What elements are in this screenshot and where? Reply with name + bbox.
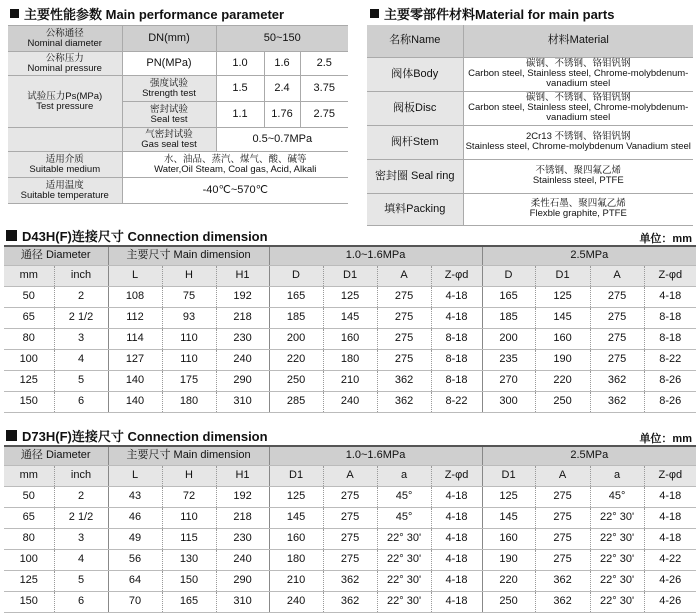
d73-cell: 45° — [377, 507, 431, 528]
d43-table-row — [4, 328, 696, 349]
d43-title: D43H(F)连接尺寸 Connection dimension — [22, 229, 268, 244]
d43-cell: 50 — [4, 286, 54, 307]
d73-sub-header: H1 — [216, 465, 269, 486]
performance-table — [8, 25, 348, 204]
press-label: 公称压力 Nominal pressure — [8, 52, 122, 76]
d43-unit: 单位：mm — [639, 233, 692, 245]
d73-cell: 275 — [323, 507, 377, 528]
d73-cell: 4-26 — [644, 591, 696, 612]
d43-cell: 4-18 — [644, 286, 696, 307]
d43-cell: 112 — [108, 307, 162, 328]
part-material-disc: 碳钢、不锈钢、铬钼钒钢 Carbon steel, Stainless steel, Chrome-molybdenum-vanadium steel — [463, 91, 693, 125]
d43-cell: 4-18 — [431, 307, 482, 328]
part-name-body: 阀体Body — [367, 57, 463, 91]
d73-table-body — [4, 486, 696, 612]
medium-value: 水、油品、蒸汽、煤气、酸、碱等 Water,Oil Steam, Coal gas, Acid, Alkali — [122, 152, 348, 178]
d43-cell: 300 — [482, 391, 535, 412]
d73-cell: 22° 30' — [377, 570, 431, 591]
d73-cell: 110 — [162, 507, 216, 528]
d73-cell: 210 — [269, 570, 323, 591]
d43-dimension-table — [4, 245, 696, 413]
d73-cell: 275 — [323, 528, 377, 549]
part-name-disc: 阀板Disc — [367, 91, 463, 125]
d73-sub-header: D1 — [269, 465, 323, 486]
d43-cell: 362 — [377, 391, 431, 412]
seal-value-3: 2.75 — [300, 102, 348, 128]
d43-header-diameter: 通径 Diameter — [4, 246, 108, 265]
d43-cell: 150 — [4, 391, 54, 412]
d73-cell: 362 — [535, 591, 590, 612]
d73-sub-header: H — [162, 465, 216, 486]
d73-cell: 6 — [54, 591, 108, 612]
d43-cell: 127 — [108, 349, 162, 370]
d43-cell: 185 — [482, 307, 535, 328]
d73-cell: 46 — [108, 507, 162, 528]
dia-value: 50~150 — [216, 26, 348, 52]
d73-cell: 72 — [162, 486, 216, 507]
d43-cell: 8-26 — [644, 370, 696, 391]
d73-cell: 310 — [216, 591, 269, 612]
d73-cell: 4-26 — [644, 570, 696, 591]
gas-value: 0.5~0.7MPa — [216, 128, 348, 152]
d43-cell: 160 — [323, 328, 377, 349]
d73-cell: 49 — [108, 528, 162, 549]
d43-cell: 65 — [4, 307, 54, 328]
d73-cell: 80 — [4, 528, 54, 549]
d73-cell: 3 — [54, 528, 108, 549]
d43-cell: 275 — [590, 349, 644, 370]
d73-cell: 70 — [108, 591, 162, 612]
square-bullet-icon — [6, 430, 17, 441]
d43-cell: 235 — [482, 349, 535, 370]
d43-cell: 362 — [590, 391, 644, 412]
d73-cell: 125 — [269, 486, 323, 507]
d73-cell: 218 — [216, 507, 269, 528]
d43-cell: 108 — [108, 286, 162, 307]
d73-cell: 275 — [535, 549, 590, 570]
d73-sub-header: Z-φd — [644, 465, 696, 486]
d73-cell: 150 — [4, 591, 54, 612]
d73-table-row — [4, 486, 696, 507]
d73-cell: 4-18 — [431, 486, 482, 507]
d73-cell: 275 — [535, 486, 590, 507]
d43-cell: 110 — [162, 349, 216, 370]
d43-cell: 8-18 — [431, 349, 482, 370]
d73-cell: 240 — [269, 591, 323, 612]
part-name-stem: 阀杆Stem — [367, 125, 463, 159]
d73-cell: 160 — [269, 528, 323, 549]
press-unit: PN(MPa) — [122, 52, 216, 76]
d43-header-main: 主要尺寸 Main dimension — [108, 246, 269, 265]
d73-cell: 115 — [162, 528, 216, 549]
part-material-body: 碳钢、不锈钢、铬钼钒钢 Carbon steel, Stainless steel, Chrome-molybdenum-vanadium steel — [463, 57, 693, 91]
d73-table-row — [4, 549, 696, 570]
d43-cell: 218 — [216, 307, 269, 328]
d73-cell: 220 — [482, 570, 535, 591]
d73-cell: 43 — [108, 486, 162, 507]
d43-cell: 200 — [482, 328, 535, 349]
d73-header-pressure-1: 1.0~1.6MPa — [269, 446, 482, 465]
test-label: 试验压力Ps(MPa) Test pressure — [8, 76, 122, 128]
d73-sub-header: inch — [54, 465, 108, 486]
d43-cell: 275 — [590, 328, 644, 349]
d73-cell: 2 1/2 — [54, 507, 108, 528]
d73-header-pressure-2: 2.5MPa — [482, 446, 696, 465]
d73-cell: 250 — [482, 591, 535, 612]
d73-cell: 2 — [54, 486, 108, 507]
d73-cell: 4 — [54, 549, 108, 570]
d43-cell: 220 — [535, 370, 590, 391]
d73-cell: 5 — [54, 570, 108, 591]
d43-cell: 220 — [269, 349, 323, 370]
d73-cell: 4-18 — [431, 570, 482, 591]
dia-label: 公称通径 Nominal diameter — [8, 26, 122, 52]
seal-label: 密封试验 Seal test — [122, 102, 216, 128]
d73-dimension-table — [4, 445, 696, 613]
d43-cell: 165 — [482, 286, 535, 307]
d43-sub-header: A — [590, 265, 644, 286]
d73-sub-header: Z-φd — [431, 465, 482, 486]
d43-cell: 180 — [323, 349, 377, 370]
perf-title-row — [10, 4, 284, 23]
d73-cell: 145 — [482, 507, 535, 528]
d43-cell: 190 — [535, 349, 590, 370]
d43-header-pressure-2: 2.5MPa — [482, 246, 696, 265]
d43-cell: 4-18 — [431, 286, 482, 307]
d73-cell: 275 — [323, 486, 377, 507]
d43-cell: 8-22 — [431, 391, 482, 412]
d43-cell: 275 — [377, 349, 431, 370]
d43-header-pressure-1: 1.0~1.6MPa — [269, 246, 482, 265]
d73-cell: 22° 30' — [377, 591, 431, 612]
square-bullet-icon — [6, 230, 17, 241]
d73-cell: 125 — [4, 570, 54, 591]
d73-cell: 192 — [216, 486, 269, 507]
d43-table-row — [4, 391, 696, 412]
d73-cell: 130 — [162, 549, 216, 570]
d43-sub-header: L — [108, 265, 162, 286]
square-bullet-icon — [10, 9, 19, 18]
part-name-packing: 填料Packing — [367, 193, 463, 225]
part-material-packing: 柔性石墨、聚四氟乙烯 Flexble graphite, PTFE — [463, 193, 693, 225]
d73-cell: 4-18 — [431, 507, 482, 528]
d73-title-row — [6, 426, 268, 445]
d43-cell: 75 — [162, 286, 216, 307]
d73-cell: 4-18 — [644, 486, 696, 507]
d73-cell: 190 — [482, 549, 535, 570]
d43-cell: 275 — [377, 328, 431, 349]
d73-header-diameter: 通径 Diameter — [4, 446, 108, 465]
d43-title-row — [6, 226, 268, 245]
parts-title-row — [370, 4, 614, 23]
d43-cell: 100 — [4, 349, 54, 370]
d43-sub-header: inch — [54, 265, 108, 286]
d43-cell: 250 — [269, 370, 323, 391]
d43-cell: 240 — [216, 349, 269, 370]
d73-cell: 125 — [482, 486, 535, 507]
d73-cell: 56 — [108, 549, 162, 570]
d73-cell: 275 — [535, 507, 590, 528]
d73-sub-header: A — [535, 465, 590, 486]
parts-header-name: 名称Name — [367, 25, 463, 57]
d73-cell: 22° 30' — [590, 549, 644, 570]
d43-cell: 93 — [162, 307, 216, 328]
d73-header-main: 主要尺寸 Main dimension — [108, 446, 269, 465]
d43-table-body — [4, 286, 696, 412]
d73-cell: 160 — [482, 528, 535, 549]
d43-cell: 8-26 — [644, 391, 696, 412]
d43-sub-header: D1 — [535, 265, 590, 286]
d43-table-row — [4, 349, 696, 370]
strength-label: 强度试验 Strength test — [122, 76, 216, 102]
d43-table-row — [4, 286, 696, 307]
d43-cell: 165 — [269, 286, 323, 307]
d43-sub-header: Z-φd — [431, 265, 482, 286]
d43-cell: 8-18 — [431, 370, 482, 391]
d43-cell: 200 — [269, 328, 323, 349]
d43-cell: 6 — [54, 391, 108, 412]
d43-cell: 8-18 — [644, 328, 696, 349]
d43-sub-header: mm — [4, 265, 54, 286]
d73-cell: 22° 30' — [590, 570, 644, 591]
strength-value-3: 3.75 — [300, 76, 348, 102]
d73-table-row — [4, 528, 696, 549]
d73-cell: 22° 30' — [590, 591, 644, 612]
d43-cell: 285 — [269, 391, 323, 412]
d43-cell: 362 — [590, 370, 644, 391]
d43-cell: 125 — [4, 370, 54, 391]
d43-cell: 5 — [54, 370, 108, 391]
d43-cell: 275 — [377, 286, 431, 307]
d73-cell: 45° — [590, 486, 644, 507]
d43-cell: 240 — [323, 391, 377, 412]
d73-title: D73H(F)连接尺寸 Connection dimension — [22, 429, 268, 444]
strength-value-2: 2.4 — [264, 76, 300, 102]
d73-cell: 4-18 — [644, 507, 696, 528]
d43-cell: 270 — [482, 370, 535, 391]
press-value-3: 2.5 — [300, 52, 348, 76]
d43-cell: 80 — [4, 328, 54, 349]
d43-cell: 275 — [377, 307, 431, 328]
d43-cell: 230 — [216, 328, 269, 349]
press-value-2: 1.6 — [264, 52, 300, 76]
d73-cell: 145 — [269, 507, 323, 528]
perf-title: 主要性能参数 Main performance parameter — [24, 7, 285, 22]
d73-sub-header: L — [108, 465, 162, 486]
d43-cell: 275 — [590, 307, 644, 328]
d43-cell: 110 — [162, 328, 216, 349]
d43-cell: 114 — [108, 328, 162, 349]
d73-table-row — [4, 591, 696, 612]
temp-label: 适用温度 Suitable temperature — [8, 178, 122, 204]
d73-table-row — [4, 570, 696, 591]
d43-cell: 185 — [269, 307, 323, 328]
part-material-seal-ring: 不锈钢、聚四氟乙烯 Stainless steel, PTFE — [463, 159, 693, 193]
square-bullet-icon — [370, 9, 379, 18]
d73-cell: 362 — [323, 570, 377, 591]
d43-cell: 4 — [54, 349, 108, 370]
medium-label: 适用介质 Suitable medium — [8, 152, 122, 178]
d43-cell: 310 — [216, 391, 269, 412]
d43-cell: 250 — [535, 391, 590, 412]
d73-cell: 22° 30' — [377, 549, 431, 570]
d43-sub-header: D — [269, 265, 323, 286]
d43-cell: 8-18 — [644, 307, 696, 328]
d43-cell: 175 — [162, 370, 216, 391]
d73-cell: 165 — [162, 591, 216, 612]
d73-cell: 100 — [4, 549, 54, 570]
d43-cell: 275 — [590, 286, 644, 307]
d73-sub-header: mm — [4, 465, 54, 486]
d43-cell: 140 — [108, 370, 162, 391]
d73-cell: 4-18 — [431, 591, 482, 612]
d43-cell: 145 — [323, 307, 377, 328]
d43-sub-header: H1 — [216, 265, 269, 286]
d43-cell: 145 — [535, 307, 590, 328]
d43-cell: 8-22 — [644, 349, 696, 370]
d73-cell: 4-18 — [431, 549, 482, 570]
seal-value-2: 1.76 — [264, 102, 300, 128]
d73-cell: 22° 30' — [590, 528, 644, 549]
parts-header-material: 材料Material — [463, 25, 693, 57]
d73-cell: 45° — [377, 486, 431, 507]
d73-cell: 362 — [535, 570, 590, 591]
d73-sub-header: D1 — [482, 465, 535, 486]
d73-sub-header: A — [323, 465, 377, 486]
temp-value: -40℃~570℃ — [122, 178, 348, 204]
d43-cell: 192 — [216, 286, 269, 307]
d43-sub-header: H — [162, 265, 216, 286]
d43-sub-header: D1 — [323, 265, 377, 286]
d73-cell: 22° 30' — [590, 507, 644, 528]
d73-cell: 275 — [535, 528, 590, 549]
d73-cell: 22° 30' — [377, 528, 431, 549]
d73-cell: 240 — [216, 549, 269, 570]
d73-cell: 230 — [216, 528, 269, 549]
d73-table-row — [4, 507, 696, 528]
d73-sub-header: a — [377, 465, 431, 486]
d43-cell: 2 1/2 — [54, 307, 108, 328]
d73-cell: 180 — [269, 549, 323, 570]
test-label-filler — [8, 128, 122, 152]
d73-cell: 150 — [162, 570, 216, 591]
parts-table — [367, 25, 693, 226]
part-name-seal-ring: 密封圈 Seal ring — [367, 159, 463, 193]
d43-table-row — [4, 307, 696, 328]
part-material-stem: 2Cr13 不锈钢、铬钼钒钢 Stainless steel, Chrome-molybdenum Vanadium steel — [463, 125, 693, 159]
d43-cell: 210 — [323, 370, 377, 391]
d43-sub-header: D — [482, 265, 535, 286]
d73-cell: 4-18 — [431, 528, 482, 549]
d73-unit: 单位：mm — [639, 433, 692, 445]
d73-cell: 4-18 — [644, 528, 696, 549]
d43-cell: 362 — [377, 370, 431, 391]
d43-cell: 2 — [54, 286, 108, 307]
d43-sub-header: Z-φd — [644, 265, 696, 286]
d73-cell: 65 — [4, 507, 54, 528]
d43-cell: 125 — [535, 286, 590, 307]
d43-sub-header: A — [377, 265, 431, 286]
d43-cell: 160 — [535, 328, 590, 349]
d43-cell: 140 — [108, 391, 162, 412]
d43-cell: 180 — [162, 391, 216, 412]
d73-cell: 4-22 — [644, 549, 696, 570]
dia-unit: DN(mm) — [122, 26, 216, 52]
d43-cell: 290 — [216, 370, 269, 391]
d73-cell: 290 — [216, 570, 269, 591]
strength-value-1: 1.5 — [216, 76, 264, 102]
d43-cell: 125 — [323, 286, 377, 307]
d43-cell: 8-18 — [431, 328, 482, 349]
d43-cell: 3 — [54, 328, 108, 349]
d43-table-row — [4, 370, 696, 391]
gas-label: 气密封试验 Gas seal test — [122, 128, 216, 152]
parts-title: 主要零部件材料Material for main parts — [384, 7, 615, 22]
d73-cell: 362 — [323, 591, 377, 612]
d73-cell: 64 — [108, 570, 162, 591]
seal-value-1: 1.1 — [216, 102, 264, 128]
d73-cell: 50 — [4, 486, 54, 507]
d73-cell: 275 — [323, 549, 377, 570]
d73-sub-header: a — [590, 465, 644, 486]
press-value-1: 1.0 — [216, 52, 264, 76]
